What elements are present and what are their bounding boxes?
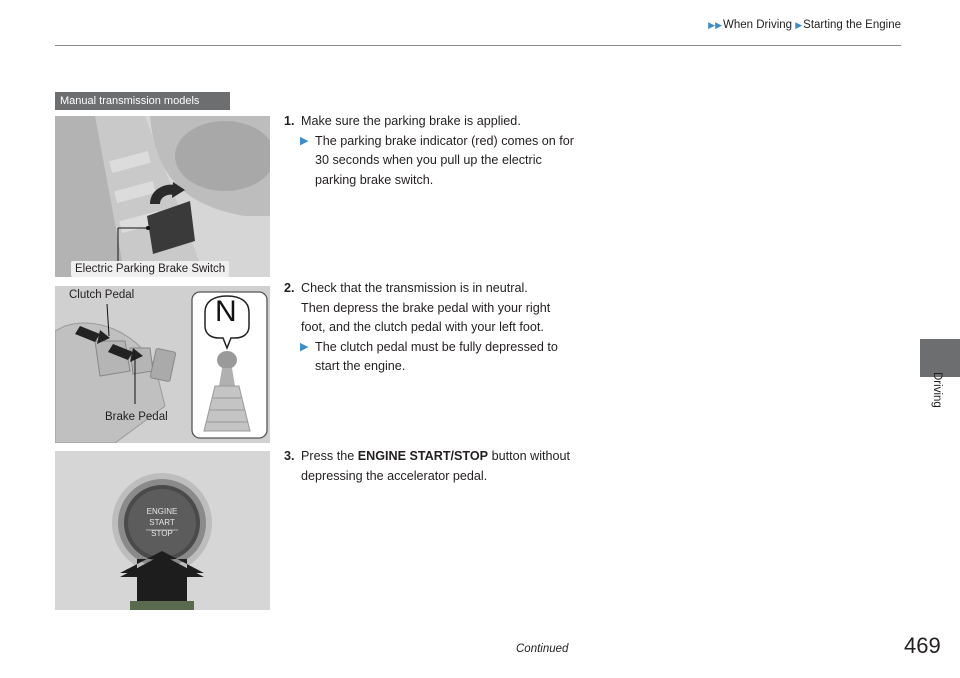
section-label: Manual transmission models [55, 92, 230, 110]
step-note [284, 132, 584, 191]
step-text-continued: Then depress the brake pedal with your right foot, and the clutch pedal with your left foot. [301, 300, 551, 334]
header-rule [55, 45, 901, 46]
step-3 [284, 447, 574, 486]
step-note [284, 338, 584, 377]
step-text: Press the [301, 449, 358, 463]
breadcrumb-item-when-driving: When Driving [723, 19, 793, 31]
continued-label: Continued [516, 643, 569, 655]
brake-pedal-callout: Brake Pedal [105, 411, 168, 423]
parking-brake-switch-callout: Electric Parking Brake Switch [71, 261, 229, 277]
engine-button-label-start: START [149, 518, 175, 527]
parking-brake-illustration [55, 116, 270, 277]
step-number: 1. [284, 114, 295, 128]
neutral-gear-label: N [215, 295, 237, 328]
breadcrumb-arrow-icon: ▶▶ [708, 20, 723, 30]
breadcrumb-arrow-icon: ▶ [795, 20, 803, 30]
note-text: The parking brake indicator (red) comes on for 30 seconds when you pull up the electric parking brake switch. [315, 133, 574, 187]
page-number: 469 [904, 633, 941, 658]
breadcrumb [519, 19, 901, 31]
step-text-end: button without depressing the accelerator pedal. [301, 449, 571, 483]
note-arrow-icon: ▶ [300, 340, 309, 353]
note-text: The clutch pedal must be fully depressed to start the engine. [315, 339, 558, 373]
engine-button-label-stop: STOP [151, 529, 173, 538]
step-2 [284, 279, 584, 377]
breadcrumb-item-starting-engine: Starting the Engine [803, 19, 901, 31]
step-text: Check that the transmission is in neutral. [301, 281, 528, 295]
engine-button-label-engine: ENGINE [146, 507, 178, 516]
step-text: Make sure the parking brake is applied. [301, 114, 521, 128]
step-number: 2. [284, 281, 295, 295]
side-tab-label: Driving [931, 372, 943, 408]
note-arrow-icon: ▶ [300, 134, 309, 147]
engine-start-stop-term: ENGINE START/STOP [357, 449, 489, 463]
clutch-pedal-callout: Clutch Pedal [69, 289, 135, 301]
step-number: 3. [284, 449, 295, 463]
step-1 [284, 112, 584, 190]
